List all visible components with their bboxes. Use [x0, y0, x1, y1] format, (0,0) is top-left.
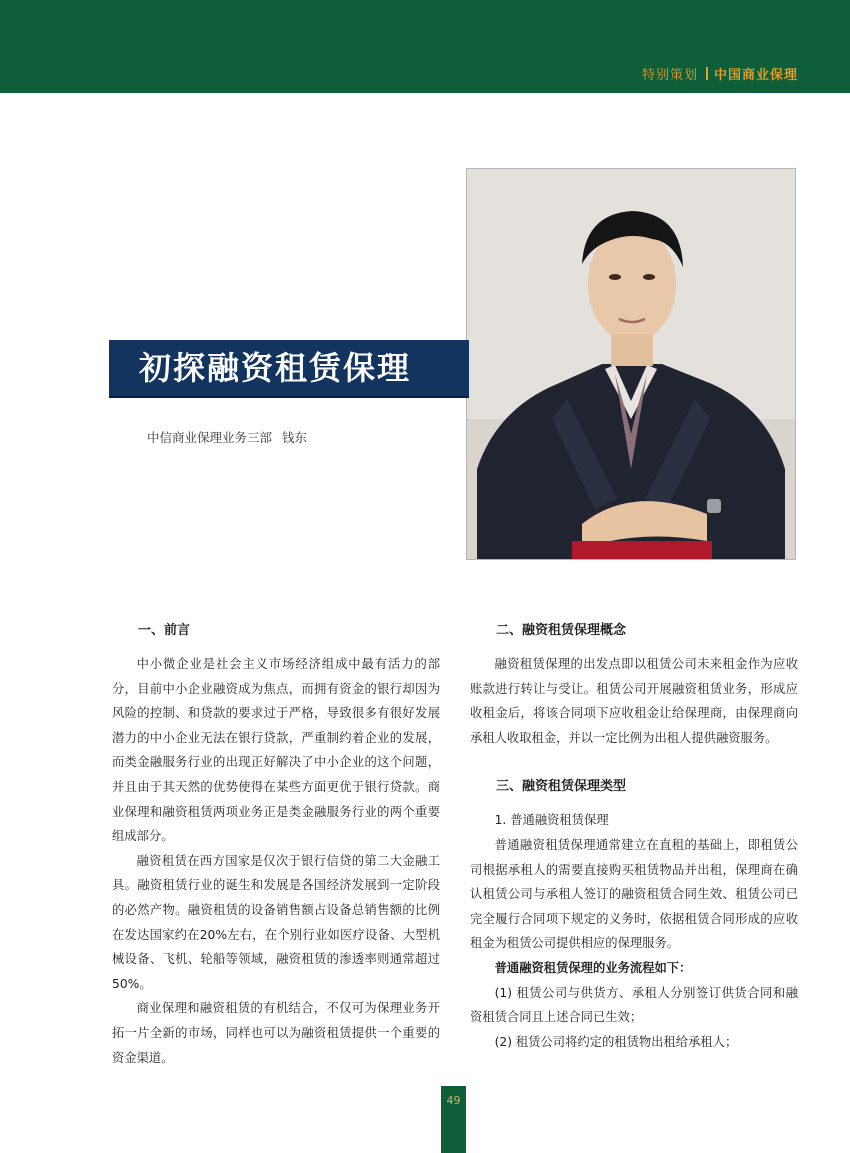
heading-preface: 一、前言	[138, 623, 191, 638]
section-label: 特别策划	[641, 68, 698, 83]
paragraph: 商业保理和融资租赁的有机结合，不仅可为保理业务开拓一片全新的市场，同样也可以为融资租赁提供一个重要的资金渠道。	[112, 1001, 440, 1065]
title-band	[109, 340, 469, 396]
topic-label: 中国商业保理	[713, 68, 798, 83]
article-title: 初探融资租赁保理	[139, 349, 412, 387]
portrait-illustration	[467, 169, 795, 559]
heading-types: 三、融资租赁保理类型	[496, 779, 627, 795]
flow-step: (2) 租赁公司将约定的租赁物出租给承租人；	[494, 1034, 738, 1049]
right-column	[470, 616, 798, 1054]
running-head	[642, 66, 798, 86]
heading-concept: 二、融资租赁保理概念	[496, 623, 627, 638]
paragraph: 融资租赁在西方国家是仅次于银行信贷的第二大金融工具。融资租赁行业的诞生和发展是各国经济发展到一定阶段的必然产物。融资租赁的设备销售额占设备总销售额的比例在发达国家约在20%左右，在个别行业如医疗设备、大型机械设备、飞机、轮船等领域，融资租赁的渗透率则通常超过50%。	[112, 853, 440, 991]
paragraph: 普通融资租赁保理通常建立在直租的基础上，即租赁公司根据承租人的需要直接购买租赁物品并出租，保理商在确认租赁公司与承租人签订的融资租赁合同生效、租赁公司已完全履行合同项下规定的义务时，依据租赁合同形成的应收租金为租赁公司提供相应的保理服务。	[470, 837, 798, 951]
folio-tab	[441, 1086, 466, 1153]
flow-title: 普通融资租赁保理的业务流程如下：	[494, 960, 692, 975]
author-department: 中信商业保理业务三部	[147, 430, 273, 445]
flow-step: (1) 租赁公司与供货方、承租人分别签订供货合同和融资租赁合同且上述合同已生效；	[470, 985, 798, 1025]
byline	[147, 428, 317, 446]
left-column	[112, 616, 440, 1070]
subheading: 1. 普通融资租赁保理	[494, 813, 609, 828]
section-divider	[706, 67, 708, 80]
paragraph: 融资租赁保理的出发点即以租赁公司未来租金作为应收账款进行转让与受让。租赁公司开展融资租赁业务，形成应收租金后，将该合同项下应收租金让给保理商，由保理商向承租人收取租金，并以一定比例为出租人提供融资服务。	[470, 657, 798, 745]
page-number: 49	[446, 1094, 461, 1107]
author-name: 钱东	[282, 430, 308, 445]
paragraph: 中小微企业是社会主义市场经济组成中最有活力的部分，目前中小企业融资成为焦点，而拥有资金的银行却因为风险的控制、和贷款的要求过于严格，导致很多有很好发展潜力的中小企业无法在银行贷款，严重制约着企业的发展，而类金融服务行业的出现正好解决了中小企业的这个问题，并且由于其天然的优势使得在某些方面更优于银行贷款。商业保理和融资租赁两项业务正是类金融服务行业的两个重要组成部分。	[112, 657, 440, 844]
portrait-photo	[466, 168, 796, 560]
